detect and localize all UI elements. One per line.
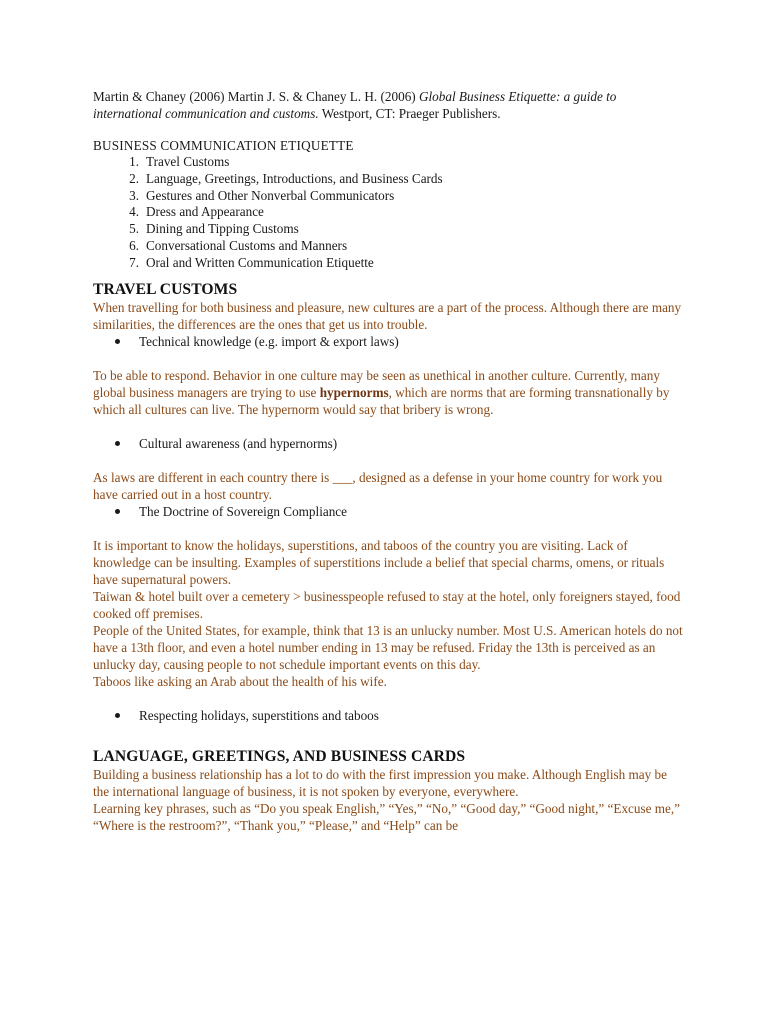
bullet-dot-icon (93, 333, 139, 350)
bullet-dot-icon (93, 707, 139, 724)
citation-authors: Martin & Chaney (2006) Martin J. S. & Chaney L. H. (2006) (93, 89, 419, 104)
bullet-sovereign-compliance: The Doctrine of Sovereign Compliance (93, 503, 683, 520)
hypernorms-paragraph: To be able to respond. Behavior in one culture may be seen as unethical in another culture. Currently, many global business managers are trying to use hypernorms, which are norms that are forming transnationally by which all cultures can live. The hypernorm would say that bribery is wrong. (93, 367, 670, 417)
toc-item: 4. Dress and Appearance (129, 204, 264, 220)
bullet-technical-knowledge: Technical knowledge (e.g. import & export laws) (93, 333, 683, 350)
first-impression-paragraph: Building a business relationship has a lot to do with the first impression you make. Although English may be the international language of business, it is not spoken by everyone, everywhere. (93, 766, 667, 799)
thirteen-paragraph: People of the United States, for example, think that 13 is an unlucky number. Most U.S. American hotels do not have a 13th floor, and even a hotel number ending in 13 may be refused. Friday the 13th is perceived as an unlucky day, causing people to not schedule important events on this day. (93, 622, 683, 672)
taiwan-paragraph: Taiwan & hotel built over a cemetery > businesspeople refused to stay at the hotel, only foreigners stayed, food cooked off premises. (93, 588, 681, 621)
citation-publisher: Westport, CT: Praeger Publishers. (318, 106, 501, 121)
toc-item: 6. Conversational Customs and Manners (129, 237, 348, 253)
citation (93, 88, 683, 122)
document-page (93, 88, 683, 834)
bullet-dot-icon (93, 503, 139, 520)
language-greetings-heading: LANGUAGE, GREETINGS, AND BUSINESS CARDS (93, 747, 466, 765)
travel-intro: When travelling for both business and pleasure, new cultures are a part of the process. Although there are many similarities, the differences are the ones that get us into trouble. (93, 299, 682, 332)
toc-item: 2. Language, Greetings, Introductions, and Business Cards (129, 170, 443, 186)
travel-customs-heading: TRAVEL CUSTOMS (93, 280, 238, 298)
bullet-respecting-holidays: Respecting holidays, superstitions and taboos (93, 707, 683, 724)
taboos-paragraph: Taboos like asking an Arab about the health of his wife. (93, 673, 387, 689)
toc-item: 5. Dining and Tipping Customs (129, 221, 299, 237)
laws-paragraph: As laws are different in each country there is ___, designed as a defense in your home country for work you have carried out in a host country. (93, 469, 663, 502)
toc-list (93, 154, 683, 272)
superstitions-paragraph: It is important to know the holidays, superstitions, and taboos of the country you are visiting. Lack of knowledge can be insulting. Examples of superstitions include a belief that special charms, omens, or rituals have supernatural powers. (93, 537, 665, 587)
bullet-dot-icon (93, 435, 139, 452)
toc-item: 7. Oral and Written Communication Etiquette (129, 254, 374, 270)
key-phrases-paragraph: Learning key phrases, such as “Do you speak English,” “Yes,” “No,” “Good day,” “Good night,” “Excuse me,” “Where is the restroom?”, “Thank you,” “Please,” and “Help” can be (93, 800, 681, 833)
toc-item: 1. Travel Customs (129, 154, 230, 169)
hypernorms-term: hypernorms (319, 384, 389, 400)
bullet-cultural-awareness: Cultural awareness (and hypernorms) (93, 435, 683, 452)
toc-item: 3. Gestures and Other Nonverbal Communicators (129, 187, 395, 203)
citation-title: Global Business Etiquette: a guide to international communication and customs. (93, 89, 617, 121)
toc-heading: BUSINESS COMMUNICATION ETIQUETTE (93, 138, 354, 153)
